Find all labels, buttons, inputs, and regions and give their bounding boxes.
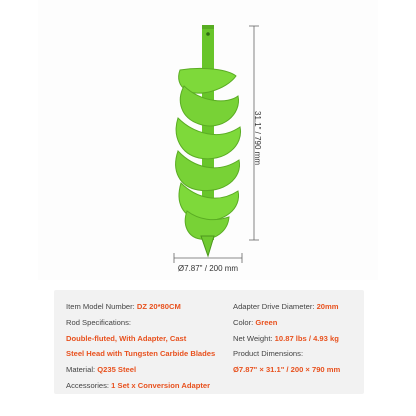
- adapter-diameter-label: Adapter Drive Diameter:: [233, 302, 315, 311]
- accessories-value: 1 Set x Conversion Adapter: [111, 380, 211, 390]
- material-label: Material:: [66, 365, 96, 375]
- model-number-row: [66, 299, 232, 315]
- auger-tip: [201, 236, 214, 256]
- accessories-label: Accessories:: [66, 380, 110, 390]
- material-row: [66, 362, 232, 378]
- color-row: [233, 315, 361, 331]
- adapter-diameter-value: 20mm: [316, 302, 339, 311]
- specifications-left-column: [66, 299, 232, 394]
- accessories-row: [66, 378, 232, 394]
- model-number-value: DZ 20*80CM: [136, 302, 181, 311]
- net-weight-value: 10.87 lbs / 4.93 kg: [274, 333, 339, 343]
- rod-specifications-line-1: Double-fluted, With Adapter, Cast: [66, 333, 187, 343]
- dimensions-value: Ø7.87" × 31.1" / 200 × 790 mm: [233, 365, 341, 375]
- rod-specifications-line-2: Steel Head with Tungsten Carbide Blades: [66, 349, 216, 359]
- net-weight-row: [233, 331, 361, 347]
- auger-shaft-top: [202, 25, 214, 29]
- net-weight-label: Net Weight:: [233, 333, 273, 343]
- specifications-panel: [54, 290, 364, 394]
- adapter-diameter-row: [233, 299, 361, 315]
- dimensions-label: Product Dimensions:: [233, 349, 304, 359]
- dimensions-label-row: [233, 346, 361, 362]
- width-dimension-label: Ø7.87" / 200 mm: [177, 264, 239, 273]
- rod-specifications-label: Rod Specifications:: [66, 317, 132, 327]
- height-dimension-label: 31.1" / 790 mm: [253, 111, 262, 165]
- color-value: Green: [255, 317, 278, 327]
- model-number-label: Item Model Number:: [66, 302, 135, 311]
- color-label: Color:: [233, 317, 254, 327]
- adapter-hole: [206, 32, 210, 36]
- specifications-right-column: [233, 299, 361, 378]
- material-value: Q235 Steel: [97, 365, 137, 375]
